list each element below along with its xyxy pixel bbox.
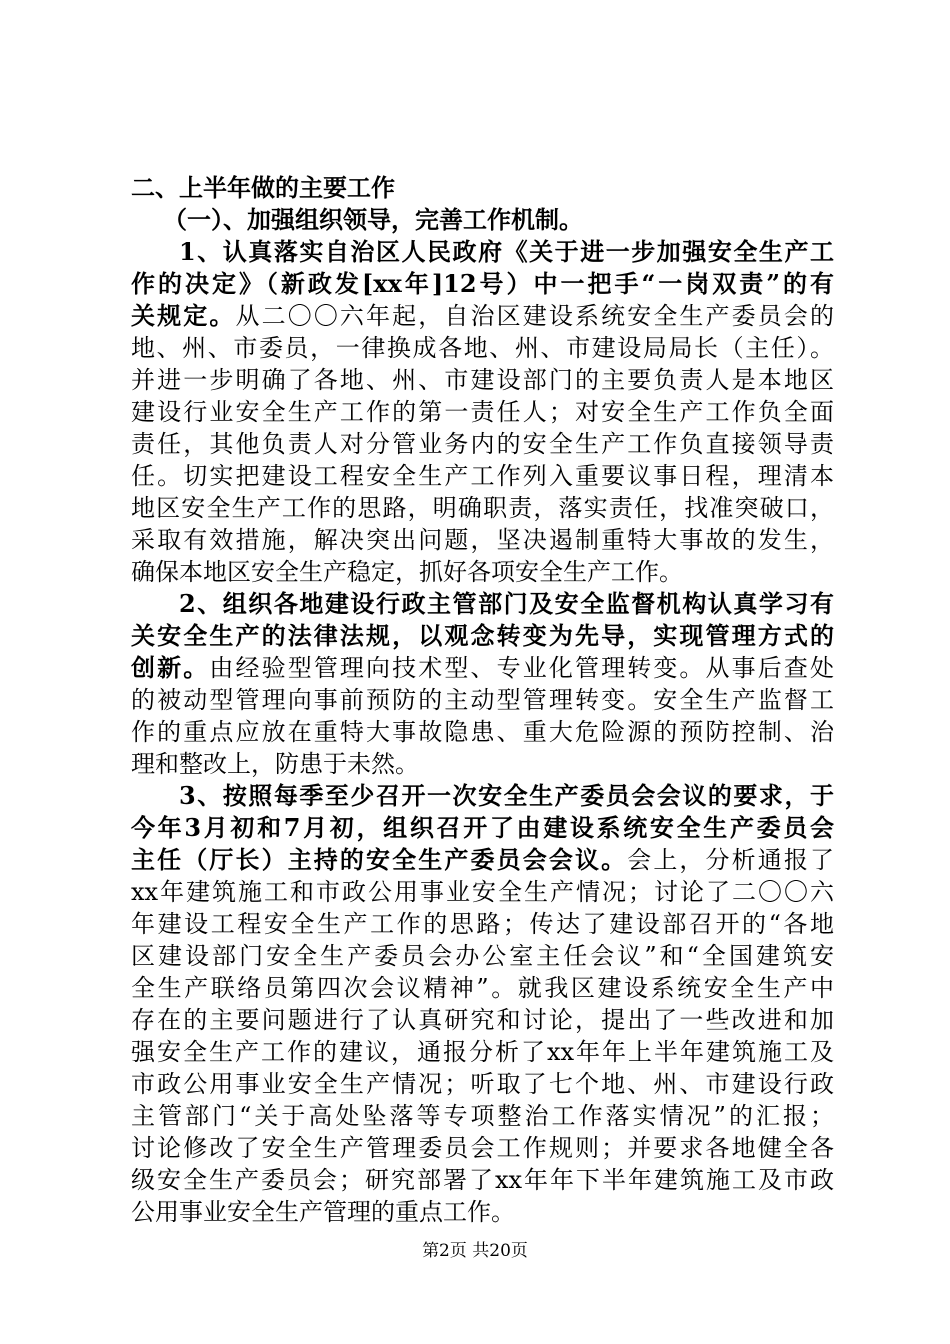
paragraph-1 (131, 236, 834, 588)
paragraph-line (131, 300, 834, 332)
paragraph-3 (131, 780, 834, 1228)
paragraph-line: 作的重点应放在重特大事故隐患、重大危险源的预防控制、治 (131, 718, 834, 746)
paragraph-text: 从二〇〇六年起，自治区建设系统安全生产委员会的 (235, 302, 834, 330)
paragraph-line: 责任，其他负责人对分管业务内的安全生产工作负直接领导责 (131, 430, 834, 458)
paragraph-line: 主管部门“关于高处坠落等专项整治工作落实情况”的汇报； (131, 1102, 834, 1130)
paragraph-line: 确保本地区安全生产稳定，抓好各项安全生产工作。 (131, 558, 683, 586)
paragraph-line: 3、按照每季至少召开一次安全生产委员会会议的要求，于 (179, 781, 834, 810)
paragraph-line (131, 652, 834, 684)
page-number-footer: 第2页 共20页 (422, 1241, 528, 1261)
paragraph-line: 地、州、市委员，一律换成各地、州、市建设局局长（主任）。 (131, 334, 834, 362)
paragraph-line: 任。切实把建设工程安全生产工作列入重要议事日程，理清本 (131, 462, 834, 490)
paragraph-line: 的被动型管理向事前预防的主动型管理转变。安全生产监督工 (131, 686, 834, 714)
document-body (131, 172, 834, 1228)
paragraph-line: 理和整改上，防患于未然。 (131, 750, 419, 778)
paragraph-line: 存在的主要问题进行了认真研究和讨论，提出了一些改进和加 (131, 1006, 834, 1034)
paragraph-line: 并进一步明确了各地、州、市建设部门的主要负责人是本地区 (131, 366, 834, 394)
subsection-heading: （一）、加强组织领导，完善工作机制。 (163, 205, 583, 234)
paragraph-line: 区建设部门安全生产委员会办公室主任会议”和“全国建筑安 (131, 942, 834, 970)
paragraph-line: 1、认真落实自治区人民政府《关于进一步加强安全生产工 (179, 237, 834, 266)
paragraph-bold-text: 创新。 (131, 653, 210, 682)
paragraph-line: 强安全生产工作的建议，通报分析了xx年年上半年建筑施工及 (131, 1038, 834, 1066)
paragraph-text: 由经验型管理向技术型、专业化管理转变。从事后查处 (209, 654, 834, 682)
paragraph-line: 级安全生产委员会；研究部署了xx年年下半年建筑施工及市政 (131, 1166, 834, 1194)
paragraph-line: 市政公用事业安全生产情况；听取了七个地、州、市建设行政 (131, 1070, 834, 1098)
paragraph-line: 2、组织各地建设行政主管部门及安全监督机构认真学习有 (179, 589, 834, 618)
section-heading: 二、上半年做的主要工作 (131, 173, 395, 202)
paragraph-line: 作的决定》（新政发[xx年]12号）中一把手“一岗双责”的有 (131, 269, 834, 298)
paragraph-text: 会上，分析通报了 (627, 846, 834, 874)
paragraph-line: 建设行业安全生产工作的第一责任人；对安全生产工作负全面 (131, 398, 834, 426)
paragraph-bold-text: 关规定。 (131, 301, 236, 330)
paragraph-2 (131, 588, 834, 780)
paragraph-bold-text: 主任（厅长）主持的安全生产委员会会议。 (131, 845, 628, 874)
paragraph-line: 讨论修改了安全生产管理委员会工作规则；并要求各地健全各 (131, 1134, 834, 1162)
paragraph-line: 今年3月初和7月初，组织召开了由建设系统安全生产委员会 (131, 813, 834, 842)
paragraph-line: 地区安全生产工作的思路，明确职责，落实责任，找准突破口， (131, 494, 834, 522)
paragraph-line: 关安全生产的法律法规，以观念转变为先导，实现管理方式的 (131, 621, 834, 650)
paragraph-line: 采取有效措施，解决突出问题，坚决遏制重特大事故的发生， (131, 526, 834, 554)
paragraph-line: 全生产联络员第四次会议精神”。就我区建设系统安全生产中 (131, 974, 834, 1002)
paragraph-line (131, 844, 834, 876)
paragraph-line: 年建设工程安全生产工作的思路；传达了建设部召开的“各地 (131, 910, 834, 938)
paragraph-line: xx年建筑施工和市政公用事业安全生产情况；讨论了二〇〇六 (131, 878, 834, 906)
paragraph-line: 公用事业安全生产管理的重点工作。 (131, 1198, 515, 1226)
